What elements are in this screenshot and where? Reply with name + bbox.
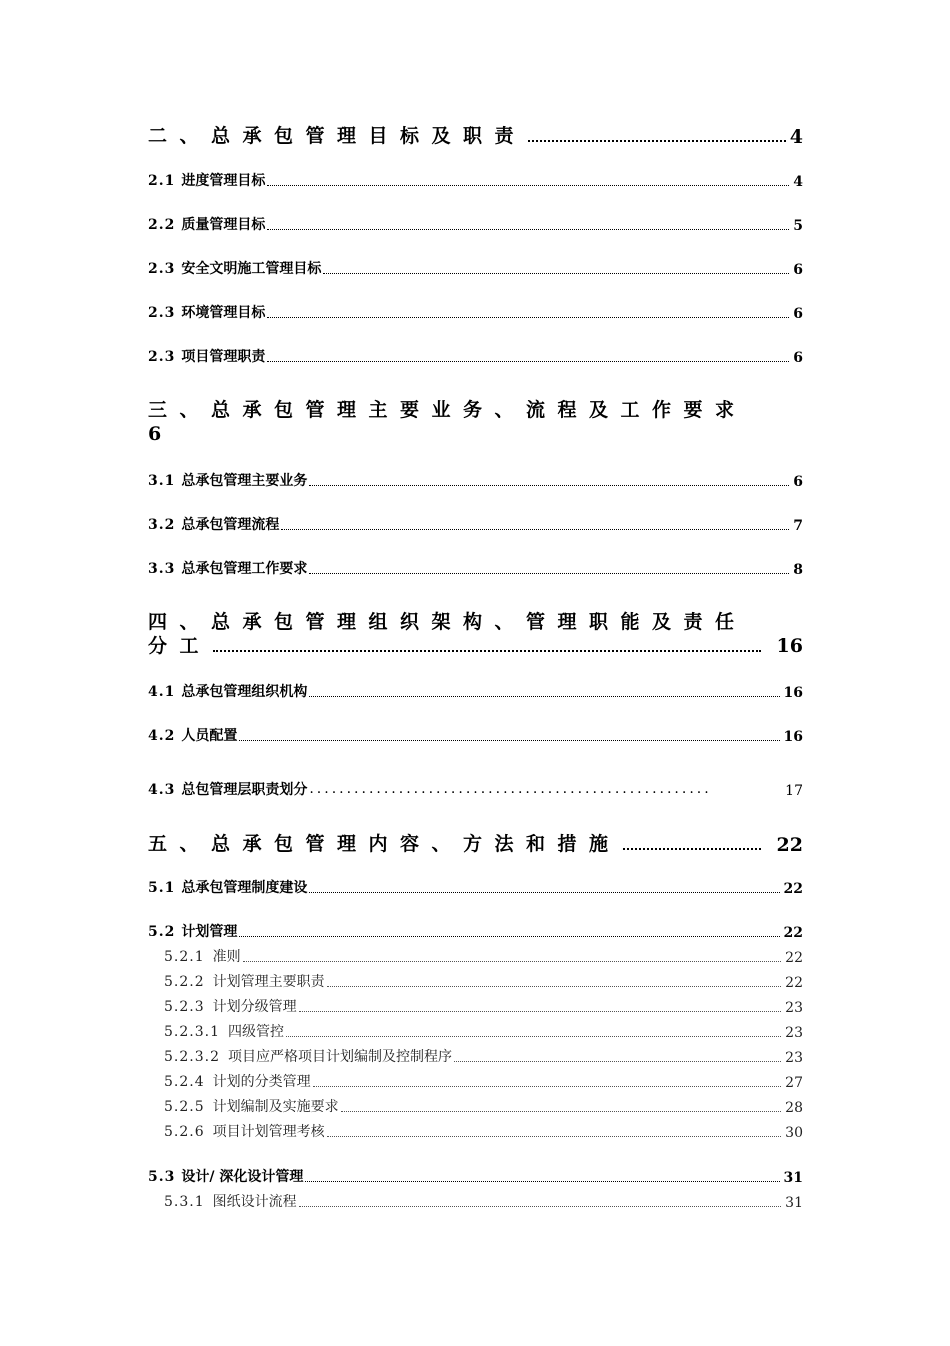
toc-entry-5-1[interactable] (148, 877, 803, 897)
toc-page-number: 6 (148, 423, 162, 445)
toc-number: 5.2.3.1 (164, 1024, 220, 1040)
toc-page-number: 5 (793, 218, 803, 234)
toc-title: 计划管理 (181, 924, 238, 940)
toc-entry-section-4[interactable] (148, 610, 803, 658)
toc-number: 3.3 (148, 561, 176, 577)
toc-entry-5-3[interactable] (148, 1166, 803, 1186)
toc-page-number: 16 (783, 729, 803, 745)
toc-title: 安全文明施工管理目标 (181, 261, 322, 277)
toc-title: 图纸设计流程 (212, 1194, 297, 1210)
toc-leader (341, 1111, 782, 1112)
toc-page-number: 28 (785, 1100, 803, 1116)
toc-number: 4.3 (148, 782, 176, 798)
toc-page-number: 22 (783, 925, 803, 941)
toc-title: 人员配置 (181, 728, 238, 744)
toc-leader (309, 696, 779, 697)
toc-entry-2-1[interactable] (148, 170, 803, 190)
toc-number: 5.2.6 (164, 1124, 205, 1140)
toc-leader (267, 229, 789, 230)
toc-number: 5.3 (148, 1169, 176, 1185)
toc-number: 2.2 (148, 217, 176, 233)
toc-number: 4.1 (148, 684, 176, 700)
toc-number: 3.1 (148, 473, 176, 489)
toc-title: 计划管理主要职责 (212, 974, 325, 990)
toc-page-number: 7 (793, 518, 803, 534)
toc-number: 5.2.5 (164, 1099, 205, 1115)
toc-page-number: 16 (776, 635, 803, 657)
toc-number: 5.3.1 (164, 1194, 205, 1210)
toc-entry-2-3-safety[interactable] (148, 258, 803, 278)
toc-title: 总承包管理主要业务 (181, 473, 308, 489)
toc-leader (327, 986, 782, 987)
toc-page-number: 22 (776, 834, 803, 856)
toc-page-number: 8 (793, 562, 803, 578)
toc-entry-3-2[interactable] (148, 514, 803, 534)
toc-title-line2: 分工 (148, 635, 212, 657)
toc-title: 总包管理层职责划分 (181, 782, 308, 798)
toc-entry-5-2-1[interactable] (164, 946, 803, 966)
toc-title: 总承包管理组织机构 (181, 684, 308, 700)
toc-page-number: 4 (793, 174, 803, 190)
toc-leader (286, 1036, 781, 1037)
toc-entry-5-2-5[interactable] (164, 1096, 803, 1116)
toc-leader (313, 1086, 782, 1087)
toc-title: 四级管控 (227, 1024, 284, 1040)
toc-title: 五、总承包管理内容、方法和措施 (148, 833, 621, 855)
toc-entry-5-2-3[interactable] (164, 996, 803, 1016)
toc-page-number: 27 (785, 1075, 803, 1091)
toc-number: 5.2.2 (164, 974, 205, 990)
toc-number: 3.2 (148, 517, 176, 533)
toc-number: 5.1 (148, 880, 176, 896)
toc-leader (454, 1061, 781, 1062)
toc-leader (213, 650, 761, 652)
toc-leader (309, 573, 789, 574)
toc-entry-4-1[interactable] (148, 681, 803, 701)
toc-page-number: 31 (785, 1195, 803, 1211)
toc-leader (309, 485, 789, 486)
toc-entry-section-5[interactable] (148, 830, 803, 856)
toc-number: 5.2.3 (164, 999, 205, 1015)
toc-leader (239, 740, 779, 741)
toc-title: 总承包管理流程 (181, 517, 280, 533)
toc-leader (281, 529, 789, 530)
toc-page-number: 6 (793, 350, 803, 366)
toc-number: 5.2 (148, 924, 176, 940)
toc-title: 计划编制及实施要求 (212, 1099, 339, 1115)
toc-leader (323, 273, 789, 274)
toc-title: 总承包管理制度建设 (181, 880, 308, 896)
toc-leader (243, 961, 782, 962)
toc-number: 5.2.1 (164, 949, 205, 965)
toc-number: 5.2.3.2 (164, 1049, 220, 1065)
toc-title: 项目应严格项目计划编制及控制程序 (227, 1049, 452, 1065)
toc-number: 5.2.4 (164, 1074, 205, 1090)
toc-leader (623, 848, 761, 850)
toc-title: 环境管理目标 (181, 305, 266, 321)
toc-entry-3-3[interactable] (148, 558, 803, 578)
toc-title: 进度管理目标 (181, 173, 266, 189)
toc-entry-section-3[interactable] (148, 398, 803, 446)
toc-page-number: 23 (785, 1000, 803, 1016)
toc-title: 计划分级管理 (212, 999, 297, 1015)
toc-title-line1: 四、总承包管理组织架构、管理职能及责任 (148, 611, 747, 633)
toc-leader (299, 1011, 782, 1012)
toc-page-number: 6 (793, 306, 803, 322)
toc-title: 总承包管理工作要求 (181, 561, 308, 577)
toc-entry-5-2-2[interactable] (164, 971, 803, 991)
toc-entry-4-2[interactable] (148, 725, 803, 745)
toc-number: 4.2 (148, 728, 176, 744)
toc-title: 准则 (212, 949, 241, 965)
toc-leader (239, 936, 779, 937)
toc-entry-5-2-6[interactable] (164, 1121, 803, 1141)
toc-page-number: 22 (785, 975, 803, 991)
toc-entry-4-3[interactable] (148, 779, 803, 799)
toc-number: 2.3 (148, 261, 176, 277)
toc-entry-5-2-3-2[interactable] (164, 1046, 803, 1066)
toc-leader (299, 1206, 782, 1207)
toc-leader (309, 892, 779, 893)
toc-number: 2.1 (148, 173, 176, 189)
toc-leader: ...................................................... (309, 781, 712, 797)
toc-leader (267, 361, 789, 362)
toc-page-number: 16 (783, 685, 803, 701)
toc-entry-5-2[interactable] (148, 921, 803, 941)
toc-number: 2.3 (148, 349, 176, 365)
toc-page-number: 4 (789, 126, 803, 148)
toc-entry-5-3-1[interactable] (164, 1191, 803, 1211)
toc-page-number: 22 (785, 950, 803, 966)
toc-page-number: 6 (793, 262, 803, 278)
toc-entry-2-2[interactable] (148, 214, 803, 234)
toc-number: 2.3 (148, 305, 176, 321)
toc-page-number: 23 (785, 1050, 803, 1066)
toc-title: 质量管理目标 (181, 217, 266, 233)
toc-page-number: 31 (783, 1170, 803, 1186)
toc-title: 三、总承包管理主要业务、流程及工作要求 (148, 399, 747, 421)
toc-entry-5-2-3-1[interactable] (164, 1021, 803, 1041)
toc-leader (267, 317, 789, 318)
toc-page-number: 22 (783, 881, 803, 897)
toc-entry-2-3-duties[interactable] (148, 346, 803, 366)
toc-entry-section-2[interactable] (148, 122, 803, 148)
toc-leader (528, 140, 786, 142)
toc-title: 二、总承包管理目标及职责 (148, 125, 527, 147)
toc-title: 计划的分类管理 (212, 1074, 311, 1090)
toc-page-number: 23 (785, 1025, 803, 1041)
toc-entry-2-3-environment[interactable] (148, 302, 803, 322)
toc-title: 项目计划管理考核 (212, 1124, 325, 1140)
toc-page-number: 6 (793, 474, 803, 490)
toc-leader (327, 1136, 782, 1137)
toc-entry-3-1[interactable] (148, 470, 803, 490)
toc-leader (267, 185, 789, 186)
toc-entry-5-2-4[interactable] (164, 1071, 803, 1091)
toc-title: 项目管理职责 (181, 349, 266, 365)
toc-leader (305, 1181, 779, 1182)
toc-title: 设计/ 深化设计管理 (181, 1169, 304, 1185)
toc-page-number: 30 (785, 1125, 803, 1141)
toc-page-number: 17 (785, 783, 803, 799)
